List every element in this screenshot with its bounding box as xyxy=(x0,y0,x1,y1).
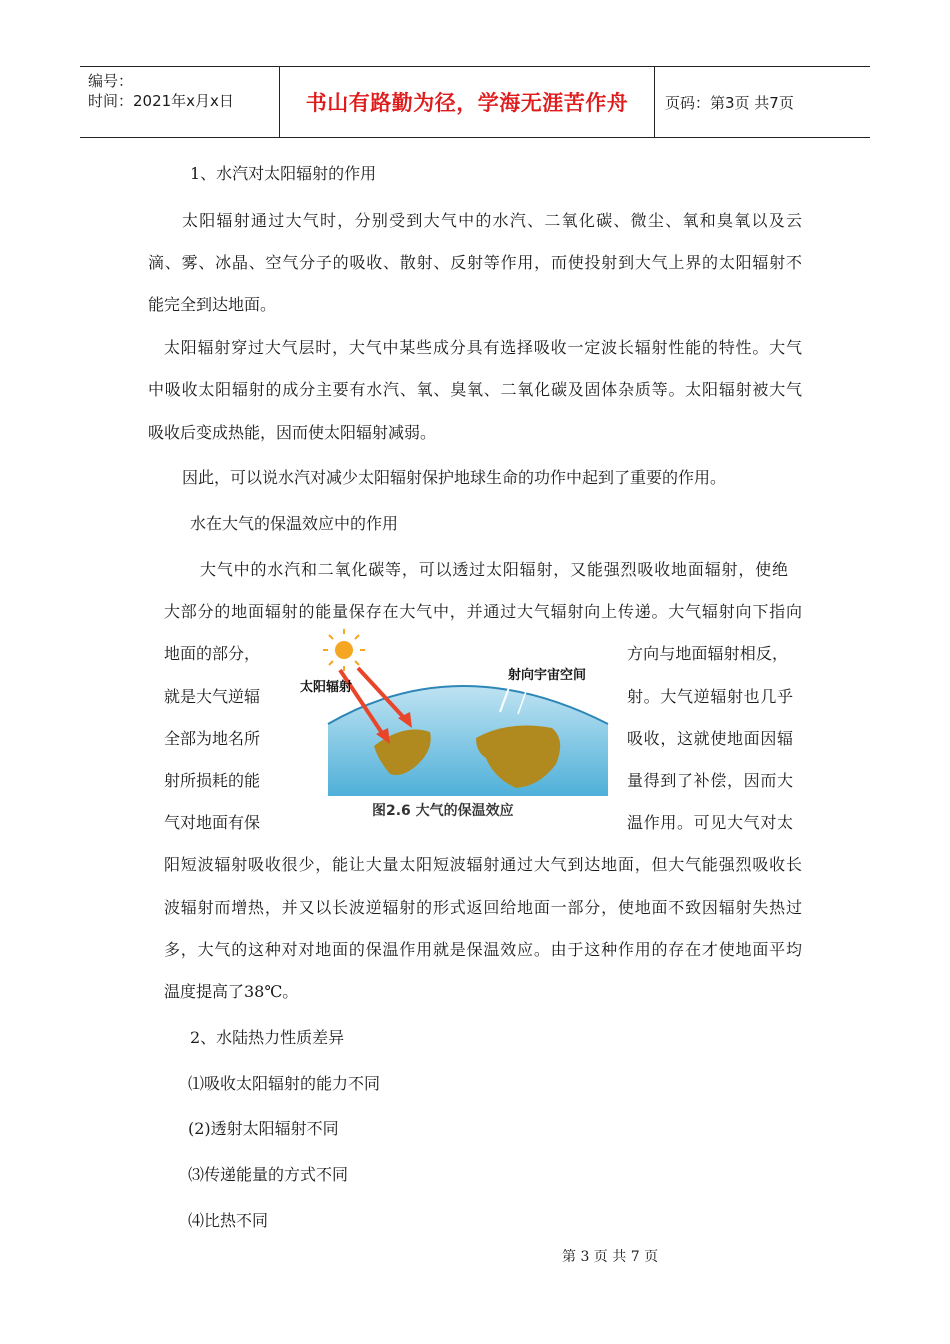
paragraph-line: 滴、雾、冰晶、空气分子的吸收、散射、反射等作用，而使投射到大气上界的太阳辐射不 xyxy=(148,253,802,272)
paragraph-line: 多，大气的这种对对地面的保温作用就是保温效应。由于这种作用的存在才使地面平均 xyxy=(164,940,802,959)
paragraph-line: 阳短波辐射吸收很少，能让大量太阳短波辐射通过大气到达地面，但大气能强烈吸收长 xyxy=(164,855,802,874)
wrap-right-line: 量得到了补偿，因而大 xyxy=(627,771,793,790)
motto: 书山有路勤为径，学海无涯苦作舟 xyxy=(280,67,655,137)
paragraph-line: 波辐射而增热，并又以长波逆辐射的形式返回给地面一部分，使地面不致因辐射失热过 xyxy=(164,898,802,917)
paragraph-line: 太阳辐射通过大气时，分别受到大气中的水汽、二氧化碳、微尘、氧和臭氧以及云 xyxy=(182,211,802,230)
heading-land-water: 2、水陆热力性质差异 xyxy=(190,1028,345,1047)
wrap-right-line: 温作用。可见大气对太 xyxy=(627,813,793,832)
atmosphere-shape xyxy=(328,686,608,796)
list-item: (2)透射太阳辐射不同 xyxy=(188,1119,339,1138)
date-line: 时间：2021年x月x日 xyxy=(88,92,234,110)
number-label: 编号： xyxy=(88,72,134,90)
figure-caption: 图2.6 大气的保温效应 xyxy=(372,803,514,819)
wrap-right-line: 射。大气逆辐射也几乎 xyxy=(627,687,793,706)
paragraph-line: 大气中的水汽和二氧化碳等，可以透过太阳辐射，又能强烈吸收地面辐射，使绝 xyxy=(200,560,788,579)
wrap-left-line: 射所损耗的能 xyxy=(164,771,261,790)
list-item: ⑶传递能量的方式不同 xyxy=(188,1165,349,1184)
list-item: ⑴吸收太阳辐射的能力不同 xyxy=(188,1074,381,1093)
header-left xyxy=(80,67,280,137)
heading-insulation: 水在大气的保温效应中的作用 xyxy=(190,514,399,533)
page-info: 页码：第3页 共7页 xyxy=(665,93,794,112)
paragraph-line: 因此，可以说水汽对减少太阳辐射保护地球生命的功作中起到了重要的作用。 xyxy=(182,468,727,487)
wrap-right-line: 吸收，这就使地面因辐 xyxy=(627,729,793,748)
paragraph-line: 温度提高了38℃。 xyxy=(164,982,299,1001)
wrap-left-line: 就是大气逆辐 xyxy=(164,687,261,706)
page-header xyxy=(80,66,870,138)
heading-water-vapor: 1、水汽对太阳辐射的作用 xyxy=(190,164,377,183)
sun-icon xyxy=(323,629,365,671)
wrap-left-line: 全部为地名所 xyxy=(164,729,261,748)
paragraph-line: 中吸收太阳辐射的成分主要有水汽、氧、臭氧、二氧化碳及固体杂质等。太阳辐射被大气 xyxy=(148,380,802,399)
paragraph-line: 吸收后变成热能，因而使太阳辐射减弱。 xyxy=(148,423,437,442)
list-item: ⑷比热不同 xyxy=(188,1211,269,1230)
wrap-right-line: 方向与地面辐射相反， xyxy=(627,644,788,663)
paragraph-line: 大部分的地面辐射的能量保存在大气中，并通过大气辐射向上传递。大气辐射向下指向 xyxy=(164,602,802,621)
paragraph-line: 太阳辐射穿过大气层时，大气中某些成分具有选择吸收一定波长辐射性能的特性。大气 xyxy=(164,338,802,357)
paragraph-line: 能完全到达地面。 xyxy=(148,295,277,314)
label-solar-radiation: 太阳辐射 xyxy=(300,680,353,695)
wrap-left-line: 气对地面有保 xyxy=(164,813,261,832)
wrap-left-line: 地面的部分， xyxy=(164,644,261,663)
label-to-space: 射向宇宙空间 xyxy=(508,668,587,683)
page-footer: 第 3 页 共 7 页 xyxy=(562,1249,659,1265)
